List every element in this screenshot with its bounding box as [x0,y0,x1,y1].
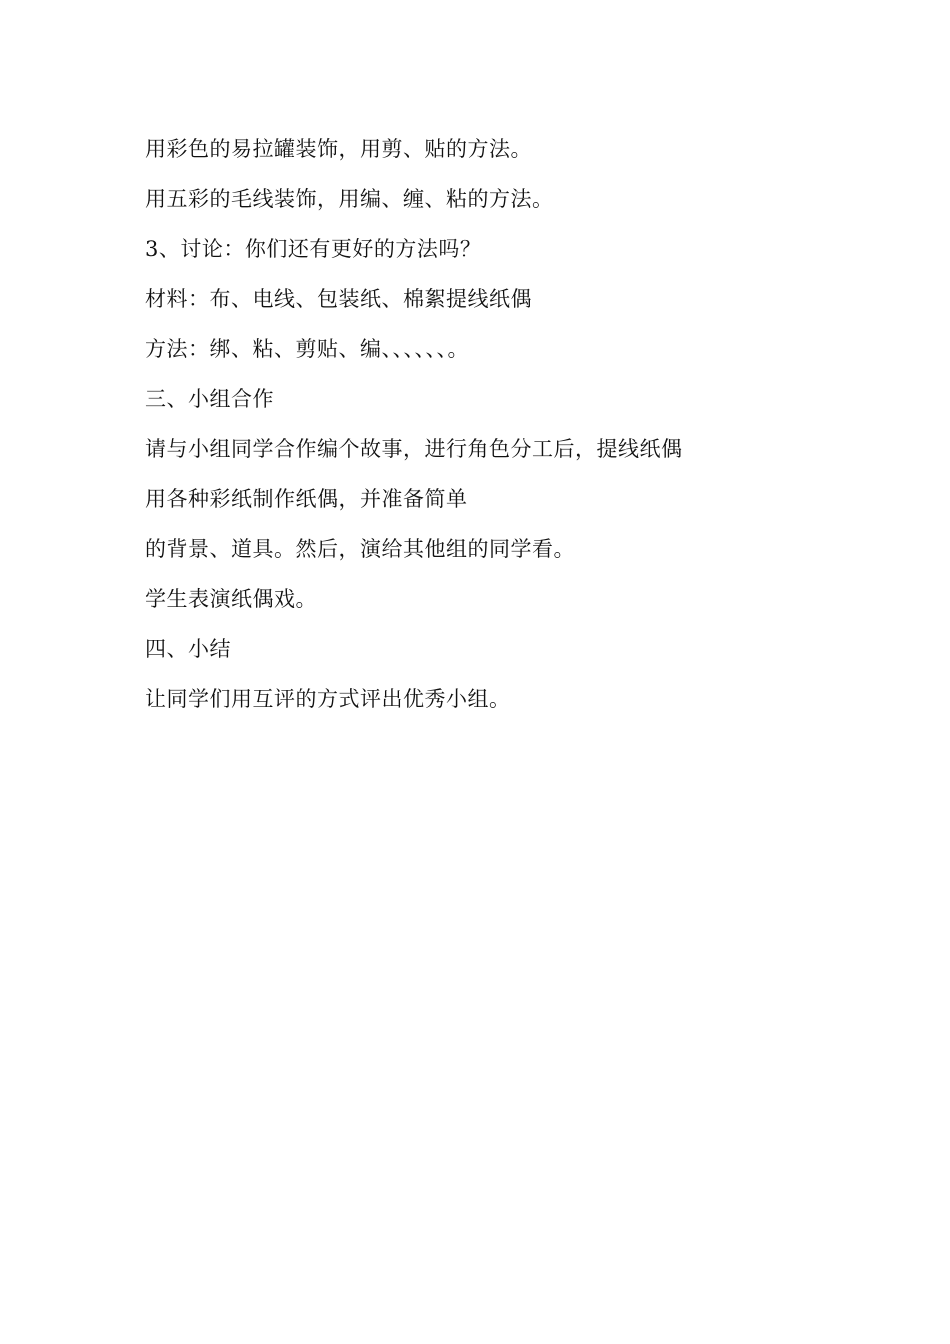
section-heading-group-work: 三、小组合作 [145,387,274,411]
discussion-heading: 3、讨论：你们还有更好的方法吗？ [145,237,482,261]
document-body [145,124,825,724]
text-line: 的背景、道具。然后，演给其他组的同学看。 [145,537,575,561]
methods-line: 方法：绑、粘、剪贴、编、、、、、、。 [145,337,469,361]
text-line: 让同学们用互评的方式评出优秀小组。 [145,687,511,711]
section-heading-summary: 四、小结 [145,637,231,661]
text-line: 用五彩的毛线装饰，用编、缠、粘的方法。 [145,187,554,211]
text-line: 学生表演纸偶戏。 [145,587,317,611]
text-line: 用各种彩纸制作纸偶，并准备简单 [145,487,468,511]
text-line: 用彩色的易拉罐装饰，用剪、贴的方法。 [145,137,532,161]
text-line: 请与小组同学合作编个故事，进行角色分工后，提线纸偶 [145,437,683,461]
materials-line: 材料：布、电线、包装纸、棉絮提线纸偶 [145,287,532,311]
